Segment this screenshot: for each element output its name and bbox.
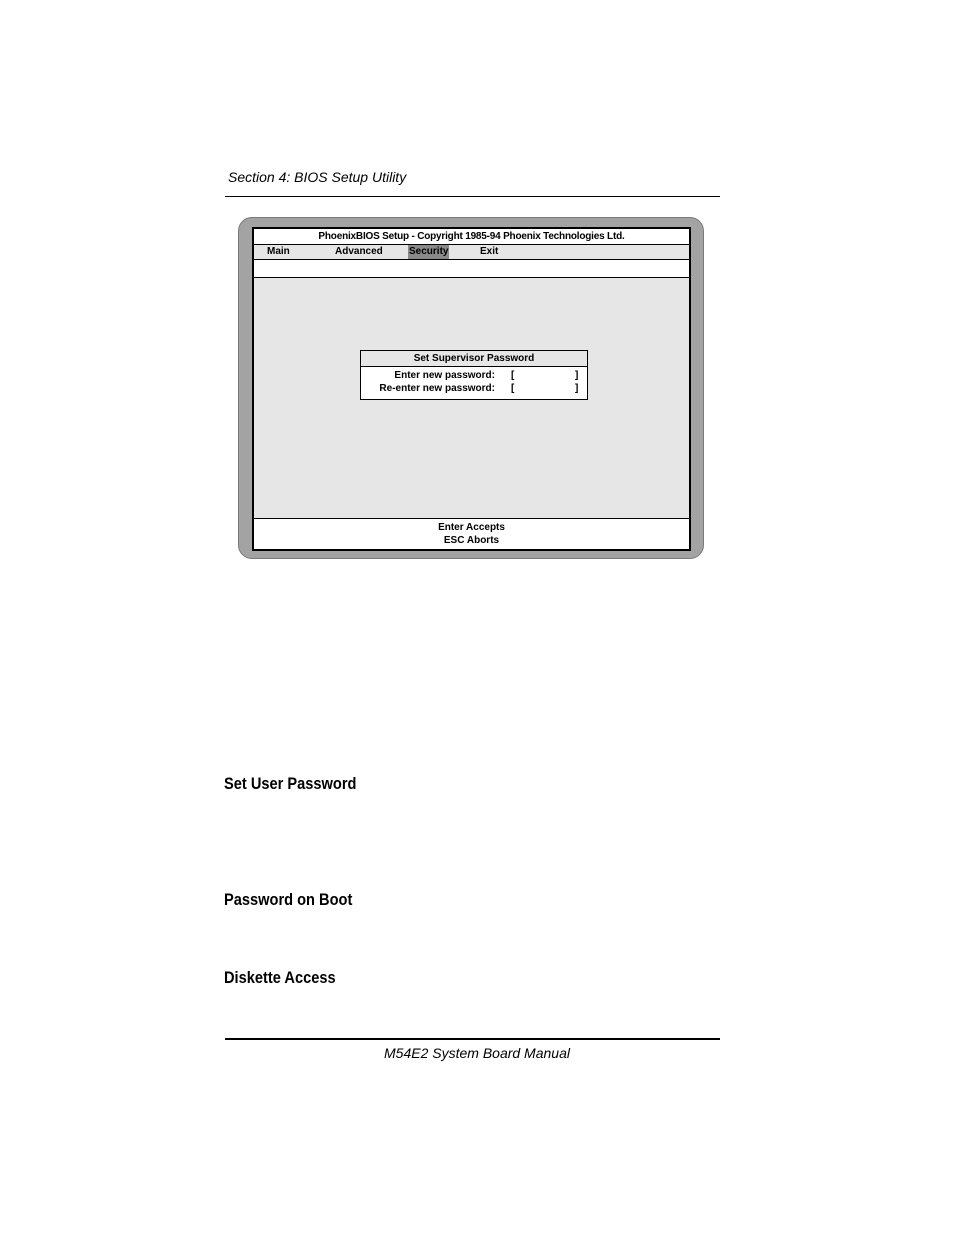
set-supervisor-password-dialog bbox=[360, 350, 588, 400]
bios-help-bar bbox=[254, 518, 689, 549]
heading-set-user-password: Set User Password bbox=[224, 774, 357, 793]
heading-password-on-boot: Password on Boot bbox=[224, 890, 353, 909]
enter-accepts-hint: Enter Accepts bbox=[438, 522, 505, 533]
bios-menu-bar bbox=[254, 245, 689, 260]
enter-password-row[interactable] bbox=[361, 369, 587, 382]
menu-item-security[interactable]: Security bbox=[409, 246, 449, 257]
bios-title-bar: PhoenixBIOS Setup - Copyright 1985-94 Phoenix Technologies Ltd. bbox=[254, 229, 689, 245]
monitor-bezel bbox=[238, 217, 704, 559]
menu-item-exit[interactable]: Exit bbox=[480, 246, 499, 257]
header-rule bbox=[225, 196, 720, 197]
menu-item-main[interactable]: Main bbox=[267, 246, 290, 257]
reenter-password-field-open: [ bbox=[511, 383, 515, 394]
reenter-password-field-close: ] bbox=[575, 383, 579, 394]
reenter-password-label: Re-enter new password: bbox=[379, 383, 495, 394]
enter-password-field-open: [ bbox=[511, 370, 515, 381]
bios-info-bar bbox=[254, 260, 689, 278]
menu-item-advanced[interactable]: Advanced bbox=[335, 246, 383, 257]
footer-rule bbox=[225, 1038, 720, 1040]
esc-aborts-hint: ESC Aborts bbox=[443, 535, 500, 546]
enter-password-field-close: ] bbox=[575, 370, 579, 381]
running-head: Section 4: BIOS Setup Utility bbox=[228, 169, 407, 185]
dialog-title: Set Supervisor Password bbox=[361, 351, 587, 367]
bios-screen bbox=[252, 227, 691, 551]
reenter-password-row[interactable] bbox=[361, 382, 587, 395]
running-foot: M54E2 System Board Manual bbox=[384, 1045, 570, 1061]
enter-password-label: Enter new password: bbox=[394, 370, 495, 381]
heading-diskette-access: Diskette Access bbox=[224, 968, 336, 987]
